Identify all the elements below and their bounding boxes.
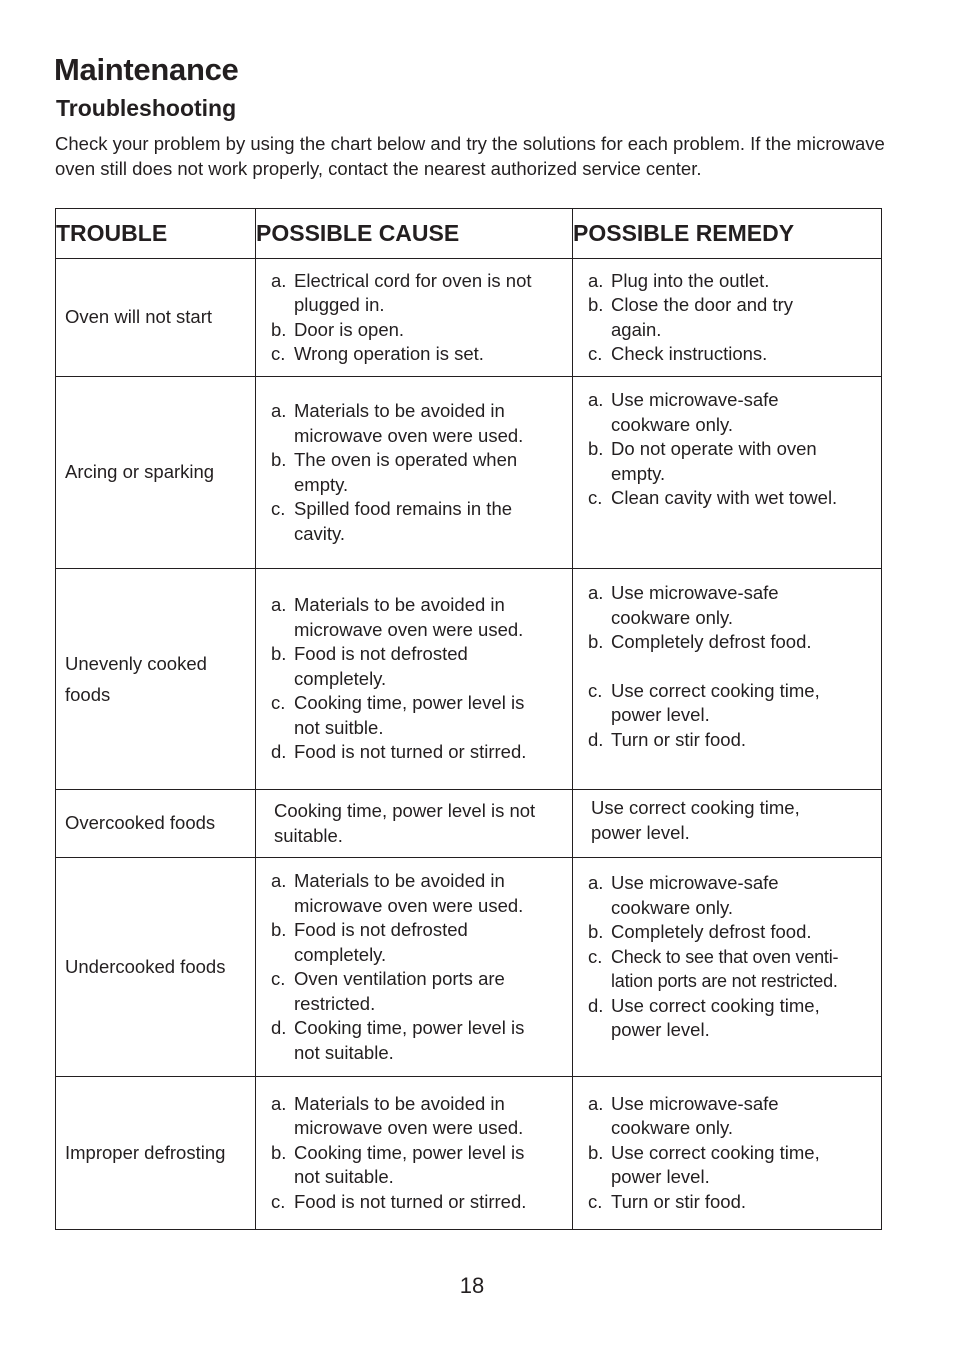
remedy-cell [573, 377, 882, 569]
troubleshooting-table [55, 208, 882, 1230]
page-number: 18 [459, 1273, 485, 1298]
list-item [271, 918, 568, 967]
item-letter: b. [271, 643, 287, 665]
item-text: Cooking time, power level is not suitable. [294, 1141, 525, 1188]
list-item [588, 388, 877, 437]
list-item [271, 593, 568, 642]
item-text: Completely defrost food. [611, 631, 812, 652]
list-item [271, 342, 568, 367]
item-letter: c. [588, 945, 603, 967]
table-row [56, 259, 882, 377]
list-item [588, 581, 877, 630]
item-text: Check instructions. [611, 343, 768, 364]
trouble-cell: Unevenly cooked foods [56, 569, 256, 790]
item-text: Turn or stir food. [611, 1190, 747, 1212]
item-letter: d. [271, 741, 287, 763]
list-item [271, 1141, 568, 1190]
list-item [271, 497, 568, 546]
item-text: Use correct cooking time, power level. [611, 994, 820, 1040]
list-item [588, 630, 877, 655]
item-text: Wrong operation is set. [294, 343, 484, 364]
item-text: Materials to be avoided in microwave oven were used. [294, 594, 524, 640]
item-text: The oven is operated when empty. [294, 449, 518, 495]
list-item [588, 1190, 877, 1215]
list-item [588, 871, 877, 920]
cause-cell [256, 569, 573, 790]
item-text: Food is not turned or stirred. [294, 1190, 527, 1212]
cause-cell [256, 790, 573, 858]
item-letter: c. [588, 487, 603, 508]
trouble-cell: Improper defrosting [56, 1077, 256, 1230]
item-letter: b. [588, 1141, 604, 1163]
item-text: Cooking time, power level is not suitable. [294, 1017, 525, 1063]
header-trouble: TROUBLE [56, 209, 256, 259]
trouble-cell: Overcooked foods [56, 790, 256, 858]
trouble-cell: Oven will not start [56, 259, 256, 377]
list-item [271, 399, 568, 448]
list-item [271, 1190, 568, 1215]
item-text: Materials to be avoided in microwave oven were used. [294, 400, 524, 446]
item-text: Clean cavity with wet towel. [611, 487, 838, 508]
item-letter: b. [588, 438, 604, 459]
item-text: Use microwave-safe cookware only. [611, 1092, 779, 1139]
cause-cell [256, 377, 573, 569]
remedy-cell [573, 790, 882, 858]
cause-cell [256, 259, 573, 377]
table-row [56, 569, 882, 790]
list-item [588, 486, 877, 511]
item-text: Check to see that oven venti-lation ports are not restricted. [611, 946, 839, 991]
header-possible-remedy: POSSIBLE REMEDY [573, 209, 882, 259]
item-text: Oven ventilation ports are restricted. [294, 968, 505, 1014]
item-letter: c. [588, 679, 603, 701]
item-letter: b. [271, 449, 287, 470]
item-text: Food is not defrosted completely. [294, 643, 468, 689]
list-item [588, 945, 877, 994]
item-text: Food is not defrosted completely. [294, 919, 468, 965]
item-text: Turn or stir food. [611, 728, 747, 750]
item-letter: a. [588, 1092, 604, 1114]
item-letter: a. [588, 582, 604, 603]
item-text: Door is open. [294, 318, 405, 340]
header-possible-cause: POSSIBLE CAUSE [256, 209, 573, 259]
list-item [271, 448, 568, 497]
list-item [271, 740, 568, 765]
trouble-cell: Undercooked foods [56, 858, 256, 1077]
trouble-cell: Arcing or sparking [56, 377, 256, 569]
item-letter: a. [588, 269, 604, 291]
list-item [588, 994, 877, 1043]
item-letter: c. [271, 1190, 286, 1212]
remedy-cell [573, 858, 882, 1077]
page-title: Maintenance [54, 52, 239, 87]
list-item [271, 318, 568, 343]
item-text: Materials to be avoided in microwave oven were used. [294, 1092, 524, 1139]
table-row [56, 377, 882, 569]
item-text: Electrical cord for oven is not plugged in. [294, 269, 532, 315]
item-text: Plug into the outlet. [611, 269, 770, 291]
remedy-cell [573, 259, 882, 377]
item-text: Use correct cooking time, power level. [611, 1141, 820, 1188]
table-header-row [56, 209, 882, 259]
item-letter: b. [588, 631, 604, 652]
remedy-cell [573, 1077, 882, 1230]
list-item [271, 967, 568, 1016]
list-item [588, 920, 877, 945]
remedy-cell [573, 569, 882, 790]
list-item [271, 869, 568, 918]
item-letter: a. [271, 594, 287, 616]
item-letter: c. [271, 498, 286, 519]
cause-cell [256, 1077, 573, 1230]
item-text: Cooking time, power level is not suitble. [294, 692, 525, 738]
list-item [271, 1092, 568, 1141]
item-letter: d. [271, 1017, 287, 1038]
remedy-text: Use correct cooking time, power level. [591, 797, 800, 843]
item-letter: b. [588, 921, 604, 942]
item-letter: b. [588, 294, 604, 315]
item-text: Use microwave-safe cookware only. [611, 582, 779, 628]
item-text: Spilled food remains in the cavity. [294, 498, 513, 544]
list-item [588, 1141, 877, 1190]
item-letter: d. [588, 994, 604, 1016]
item-text: Close the door and try again. [611, 294, 794, 340]
list-item [271, 642, 568, 691]
item-text: Use microwave-safe cookware only. [611, 389, 779, 435]
item-letter: b. [271, 1141, 287, 1163]
list-item [271, 1016, 568, 1065]
item-letter: a. [588, 389, 604, 410]
item-letter: c. [271, 343, 286, 364]
item-text: Completely defrost food. [611, 921, 812, 942]
item-letter: c. [271, 692, 286, 714]
item-text: Materials to be avoided in microwave oven were used. [294, 870, 524, 916]
item-text: Use correct cooking time, power level. [611, 679, 820, 725]
cause-cell [256, 858, 573, 1077]
item-letter: c. [588, 1190, 603, 1212]
item-letter: b. [271, 919, 287, 940]
list-item [588, 269, 877, 294]
item-letter: c. [271, 968, 286, 989]
list-item [588, 679, 877, 728]
item-text: Use microwave-safe cookware only. [611, 872, 779, 918]
item-letter: d. [588, 728, 604, 750]
item-letter: b. [271, 318, 287, 340]
item-text: Do not operate with oven empty. [611, 438, 817, 484]
item-letter: a. [271, 1092, 287, 1114]
intro-paragraph: Check your problem by using the chart below and try the solutions for each problem. If the microwave oven still does not work properly, contact the nearest authorized service center. [55, 133, 885, 179]
item-letter: a. [271, 400, 287, 421]
list-item [588, 1092, 877, 1141]
list-item [271, 691, 568, 740]
cause-text: Cooking time, power level is not suitable. [274, 800, 536, 846]
list-item [271, 269, 568, 318]
list-item [588, 293, 877, 342]
table-row [56, 1077, 882, 1230]
section-title: Troubleshooting [56, 95, 237, 121]
list-item [588, 728, 877, 753]
item-letter: a. [271, 269, 287, 291]
item-letter: a. [271, 870, 287, 891]
list-item [588, 342, 877, 367]
item-text: Food is not turned or stirred. [294, 741, 527, 763]
item-letter: c. [588, 343, 603, 364]
table-row [56, 858, 882, 1077]
list-item [588, 437, 877, 486]
item-letter: a. [588, 872, 604, 893]
table-row [56, 790, 882, 858]
